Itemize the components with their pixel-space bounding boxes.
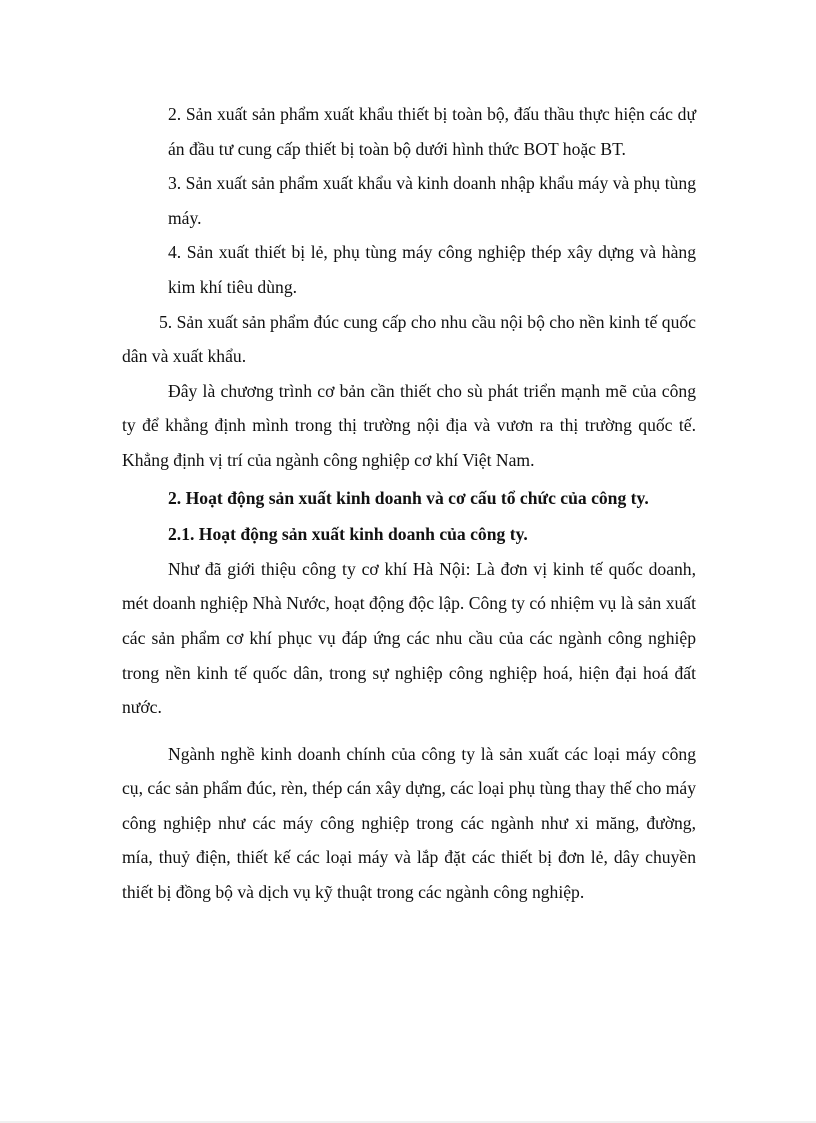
section-heading: 2. Hoạt động sản xuất kinh doanh và cơ cấu tổ chức của công ty. xyxy=(168,487,649,508)
intro-paragraph: Đây là chương trình cơ bản cần thiết cho sù phát triển mạnh mẽ của công ty để khẳng định mình trong thị trường nội địa và vươn ra thị trường quốc tế. Khẳng định vị trí của ngành công nghiệp cơ khí Việt Nam. xyxy=(122,380,696,470)
body-paragraph-1: Như đã giới thiệu công ty cơ khí Hà Nội: Là đơn vị kinh tế quốc doanh, mét doanh nghiệp Nhà Nước, hoạt động độc lập. Công ty có nhiệm vụ là sản xuất các sản phẩm cơ khí phục vụ đáp ứng các nhu cầu của các ngành công nghiệp trong nền kinh tế quốc dân, trong sự nghiệp công nghiệp hoá, hiện đại hoá đất nước. xyxy=(122,558,696,718)
paragraph-gap xyxy=(168,725,696,737)
document-body xyxy=(122,97,696,910)
list-item-4: 4. Sản xuất thiết bị lẻ, phụ tùng máy công nghiệp thép xây dựng và hàng kim khí tiêu dùng. xyxy=(168,242,696,297)
list-item-5: 5. Sản xuất sản phẩm đúc cung cấp cho nhu cầu nội bộ cho nền kinh tế quốc dân và xuất khẩu. xyxy=(122,311,696,367)
subsection-heading: 2.1. Hoạt động sản xuất kinh doanh của công ty. xyxy=(168,524,528,545)
body-paragraph-2: Ngành nghề kinh doanh chính của công ty là sản xuất các loại máy công cụ, các sản phẩm đúc, rèn, thép cán xây dựng, các loại phụ tùng thay thế cho máy công nghiệp như các máy công nghiệp trong các ngành như xi măng, đường, mía, thuỷ điện, thiết kế các loại máy và lắp đặt các thiết bị đơn lẻ, dây chuyền thiết bị đồng bộ và dịch vụ kỹ thuật trong các ngành công nghiệp. xyxy=(122,743,696,903)
list-item-2: 2. Sản xuất sản phẩm xuất khẩu thiết bị toàn bộ, đấu thầu thực hiện các dự án đầu tư cung cấp thiết bị toàn bộ dưới hình thức BOT hoặc BT. xyxy=(168,104,696,159)
list-item-3: 3. Sản xuất sản phẩm xuất khẩu và kinh doanh nhập khẩu máy và phụ tùng máy. xyxy=(168,173,696,228)
